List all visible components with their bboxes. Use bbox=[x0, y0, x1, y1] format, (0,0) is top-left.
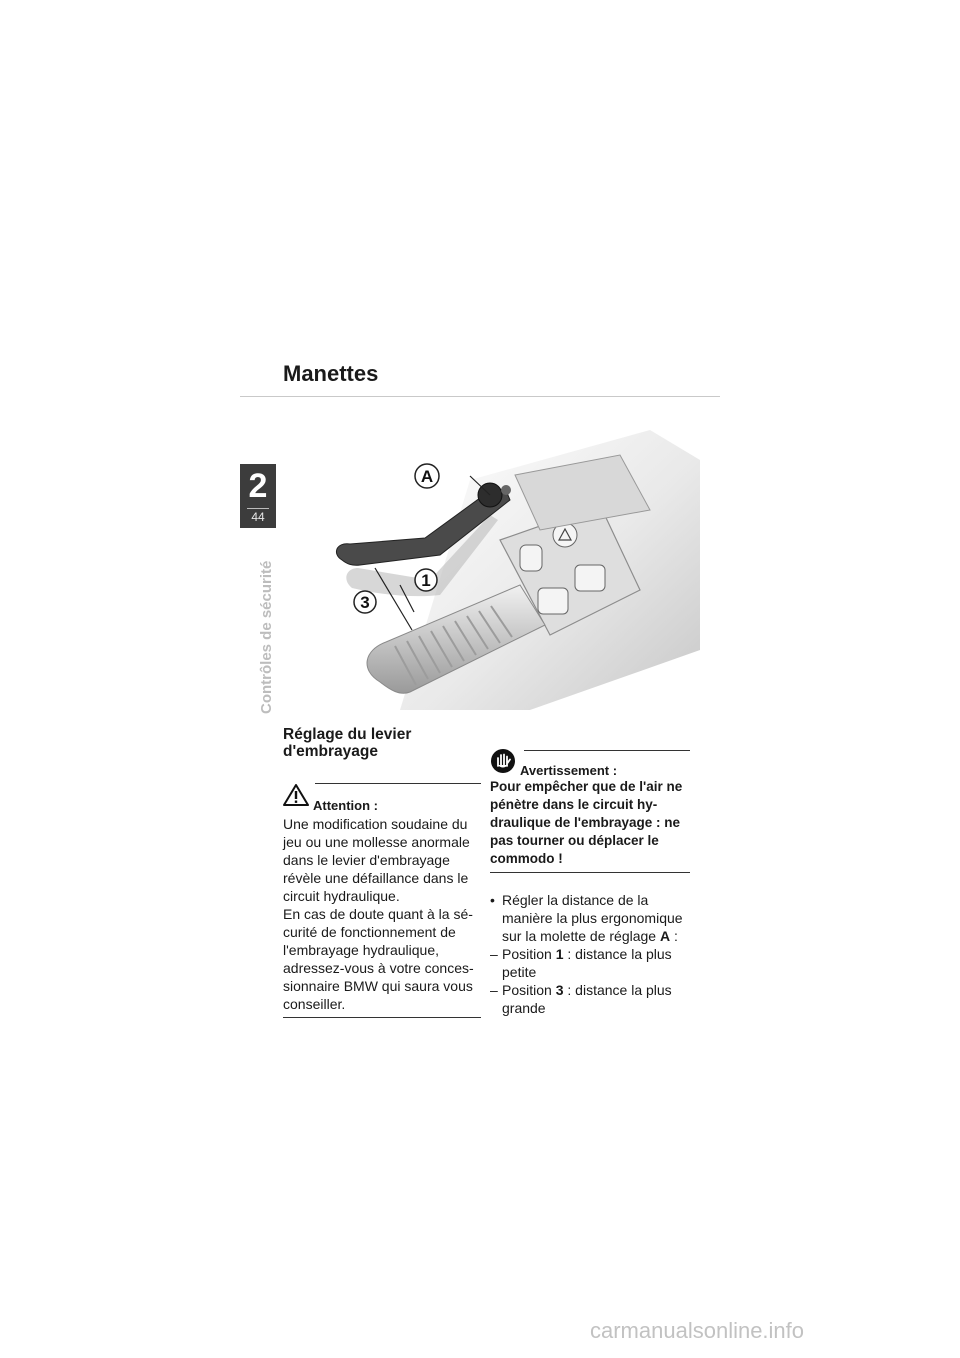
caution-note bbox=[283, 783, 481, 1018]
watermark: carmanualsonline.info bbox=[590, 1318, 805, 1343]
text-line: Une modification soudaine du bbox=[283, 816, 468, 832]
text-line: pas tourner ou déplacer le bbox=[490, 833, 659, 848]
page-title: Manettes bbox=[283, 361, 379, 386]
text-line: dans le levier d'embrayage bbox=[283, 852, 450, 868]
warning-text bbox=[490, 778, 690, 868]
side-section-label: Contrôles de sécurité bbox=[258, 560, 275, 714]
warning-label: Avertissement : bbox=[520, 763, 618, 778]
bullet-marker: • bbox=[490, 892, 495, 908]
text-line: En cas de doute quant à la sé- bbox=[283, 906, 473, 922]
text-line: circuit hydraulique. bbox=[283, 888, 400, 904]
caution-text bbox=[283, 815, 481, 1013]
caution-header bbox=[283, 783, 481, 813]
warning-note bbox=[490, 748, 690, 1017]
caution-divider bbox=[283, 1017, 481, 1018]
callout-a-label: A bbox=[420, 467, 434, 486]
text-line: sionnaire BMW qui saura vous bbox=[283, 978, 473, 994]
text-line: : distance la plus bbox=[563, 982, 672, 998]
text-line: grande bbox=[502, 1000, 546, 1016]
text-line: sur la molette de réglage bbox=[502, 928, 657, 944]
adjustment-steps bbox=[490, 891, 690, 1017]
callout-3-label: 3 bbox=[360, 593, 370, 612]
warning-divider bbox=[490, 872, 690, 873]
dash-marker: – bbox=[490, 946, 498, 962]
text-line: révèle une défaillance dans le bbox=[283, 870, 469, 886]
text-line: l'embrayage hydraulique, bbox=[283, 942, 439, 958]
text-line: jeu ou une mollesse anormale bbox=[283, 834, 470, 850]
list-item bbox=[490, 891, 690, 945]
section-heading-line: d'embrayage bbox=[283, 743, 379, 760]
stop-hand-icon bbox=[490, 748, 516, 774]
text-line: draulique de l'embrayage : ne bbox=[490, 815, 681, 830]
list-item bbox=[490, 981, 690, 1017]
text-suffix: : bbox=[670, 928, 678, 944]
section-heading bbox=[283, 726, 411, 760]
list-item bbox=[490, 945, 690, 981]
text-line: manière la plus ergonomique bbox=[502, 910, 683, 926]
text-line: commodo ! bbox=[490, 851, 563, 866]
adjuster-ref: A bbox=[659, 928, 671, 944]
section-heading-line: Réglage du levier bbox=[283, 726, 412, 743]
text-line: curité de fonctionnement de bbox=[283, 924, 456, 940]
text-prefix: Position bbox=[502, 946, 556, 962]
text-line: adressez-vous à votre conces- bbox=[283, 960, 474, 976]
title-divider bbox=[240, 396, 720, 397]
warning-header bbox=[490, 748, 690, 778]
chapter-number: 2 bbox=[248, 467, 268, 505]
position-ref: 1 bbox=[555, 946, 564, 962]
text-line: Pour empêcher que de l'air ne bbox=[490, 779, 683, 794]
text-line: pénètre dans le circuit hy- bbox=[490, 797, 658, 812]
position-ref: 3 bbox=[555, 982, 564, 998]
text-line: petite bbox=[502, 964, 537, 980]
text-line: conseiller. bbox=[283, 996, 346, 1012]
text-prefix: Position bbox=[502, 982, 556, 998]
dash-marker: – bbox=[490, 982, 498, 998]
callout-1-label: 1 bbox=[421, 571, 431, 590]
page-number: 44 bbox=[251, 510, 265, 524]
chapter-tab bbox=[240, 464, 276, 528]
handlebar-figure bbox=[320, 420, 700, 720]
text-line: Régler la distance de la bbox=[502, 892, 649, 908]
caution-label: Attention : bbox=[313, 798, 378, 813]
warning-triangle-icon bbox=[283, 783, 309, 807]
text-line: : distance la plus bbox=[563, 946, 672, 962]
